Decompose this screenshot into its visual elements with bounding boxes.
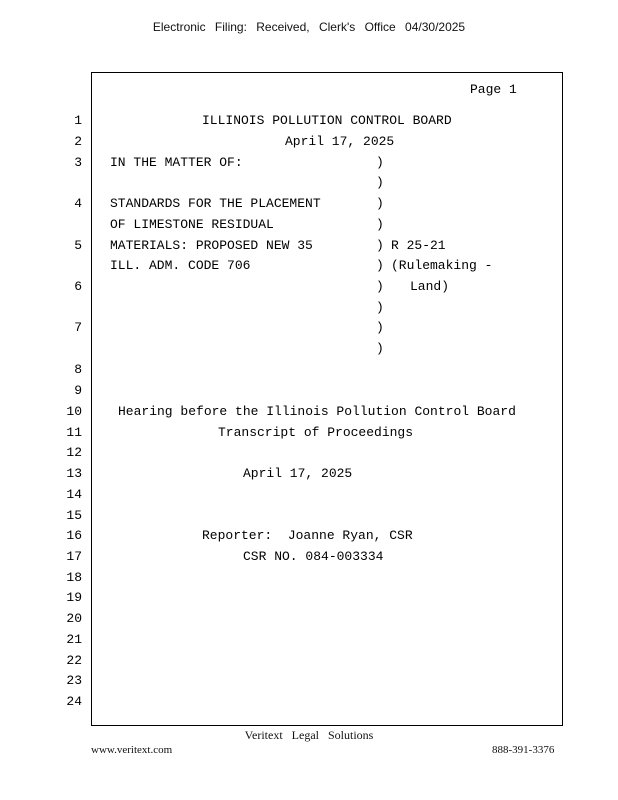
line-number: 22 (66, 653, 82, 668)
transcript-label: Transcript of Proceedings (218, 425, 414, 440)
line-number: 6 (74, 279, 82, 294)
csr-number: CSR NO. 084-003334 (243, 549, 384, 564)
caption-bracket: ) (376, 258, 384, 273)
matter-title-line: ILL. ADM. CODE 706 (110, 258, 251, 273)
line-number: 5 (74, 238, 82, 253)
reporter-name: Reporter: Joanne Ryan, CSR (202, 528, 413, 543)
line-number: 21 (66, 632, 82, 647)
board-name: ILLINOIS POLLUTION CONTROL BOARD (202, 113, 452, 128)
caption-bracket: ) (376, 196, 384, 211)
line-number: 3 (74, 155, 82, 170)
line-number: 1 (74, 113, 82, 128)
line-number: 2 (74, 134, 82, 149)
line-number: 16 (66, 528, 82, 543)
matter-title-line: STANDARDS FOR THE PLACEMENT (110, 196, 321, 211)
hearing-title: Hearing before the Illinois Pollution Control Board (118, 404, 516, 419)
line-number: 10 (66, 404, 82, 419)
in-the-matter-label: IN THE MATTER OF: (110, 155, 243, 170)
caption-bracket: ) (376, 217, 384, 232)
caption-date: April 17, 2025 (285, 134, 395, 149)
line-number: 8 (74, 362, 82, 377)
line-number: 17 (66, 549, 82, 564)
transcript-page-frame (91, 72, 563, 726)
line-number: 12 (66, 445, 82, 460)
hearing-date: April 17, 2025 (243, 466, 353, 481)
line-number: 15 (66, 508, 82, 523)
line-number: 24 (66, 694, 82, 709)
line-number: 9 (74, 383, 82, 398)
caption-bracket: ) (376, 320, 384, 335)
line-number: 4 (74, 196, 82, 211)
filing-header: Electronic Filing: Received, Clerk's Office 04/30/2025 (152, 20, 466, 34)
line-number: 20 (66, 611, 82, 626)
matter-title-line: MATERIALS: PROPOSED NEW 35 (110, 238, 313, 253)
line-number: 14 (66, 487, 82, 502)
caption-bracket: ) (376, 175, 384, 190)
line-number: 13 (66, 466, 82, 481)
footer-website: www.veritext.com (91, 744, 173, 756)
line-number: 18 (66, 570, 82, 585)
line-number: 11 (66, 425, 82, 440)
caption-bracket: ) (376, 300, 384, 315)
caption-bracket: ) (376, 279, 384, 294)
matter-title-line: OF LIMESTONE RESIDUAL (110, 217, 274, 232)
caption-bracket: ) (376, 341, 384, 356)
line-number: 7 (74, 320, 82, 335)
page-number: Page 1 (470, 82, 517, 97)
line-number: 23 (66, 673, 82, 688)
case-number: R 25-21 (391, 238, 446, 253)
case-type: Land) (410, 279, 450, 294)
line-number: 19 (66, 590, 82, 605)
footer-phone: 888-391-3376 (492, 744, 555, 756)
case-type: (Rulemaking - (391, 258, 493, 273)
caption-bracket: ) (376, 238, 384, 253)
footer-company: Veritext Legal Solutions (244, 728, 374, 742)
caption-bracket: ) (376, 155, 384, 170)
